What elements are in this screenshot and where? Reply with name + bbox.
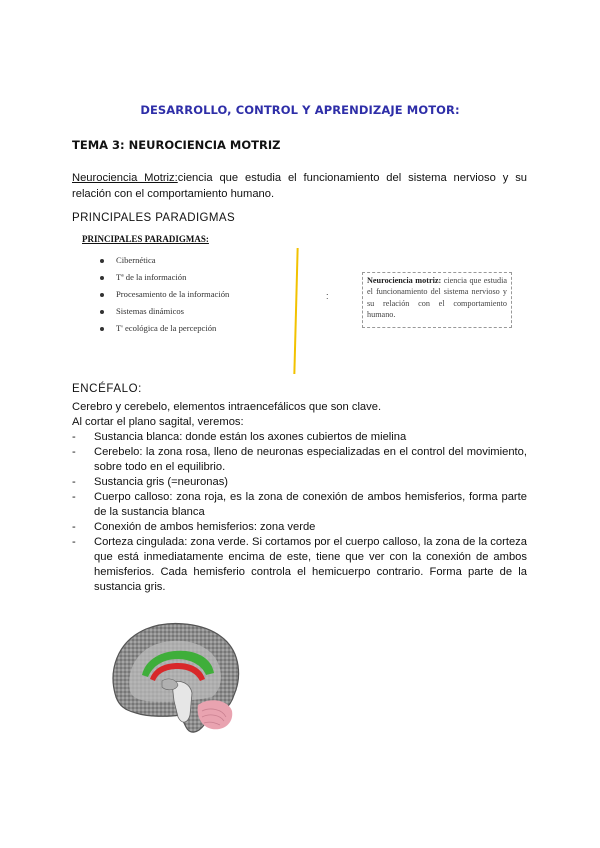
scan-title: PRINCIPALES PARADIGMAS: [82,234,209,244]
paradigm-list [100,255,229,340]
paradigm-item: Procesamiento de la información [100,289,229,306]
brain-sagittal-illustration [106,617,246,747]
list-item: - Sustancia blanca: donde están los axones cubiertos de mielina [72,430,527,445]
definition-text: ciencia que estudia el funcionamiento del sistema nervioso y su relación con el comportamiento humano. [72,172,528,200]
encefalo-line1: Cerebro y cerebelo, elementos intraencefálicos que son clave. [72,401,382,413]
paradigm-item: Sistemas dinámicos [100,306,229,323]
definition-box [362,272,512,328]
paradigm-item: Cibernética [100,255,229,272]
highlight-line [293,248,298,374]
section-title: TEMA 3: NEUROCIENCIA MOTRIZ [72,138,281,152]
box-term: Neurociencia motriz: [367,276,442,285]
encefalo-list [72,430,527,595]
definition-term: Neurociencia Motriz: [72,172,178,184]
list-item: - Corteza cingulada: zona verde. Si cortamos por el cuerpo calloso, la zona de la corteza que está inmediatamente encima de este, tiene que ver con la conexión de ambos hemisferios. Cada hemisferio controla el hemicuerpo contrario. Forma parte de la sustancia gris. [72,535,527,595]
paradigm-item: T' ecológica de la percepción [100,323,229,340]
list-item: - Sustancia gris (=neuronas) [72,475,527,490]
definition-paragraph [72,170,527,202]
list-item: - Conexión de ambos hemisferios: zona verde [72,520,527,535]
list-item: - Cuerpo calloso: zona roja, es la zona de conexión de ambos hemisferios, forma parte de la sustancia blanca [72,490,527,520]
paradigm-item: Tª de la información [100,272,229,289]
list-item: - Cerebelo: la zona rosa, lleno de neuronas especializadas en el control del movimiento, sobre todo en el equilibrio. [72,445,527,475]
box-text: ciencia que estudia el funcionamiento del sistema nervioso y su relación con el comportamiento humano. [367,276,507,319]
encefalo-line2: Al cortar el plano sagital, veremos: [72,416,244,428]
scan-colon: : [326,291,329,301]
document-title: DESARROLLO, CONTROL Y APRENDIZAJE MOTOR: [140,103,460,117]
encefalo-heading: ENCÉFALO: [72,383,142,395]
paradigms-heading: PRINCIPALES PARADIGMAS [72,212,236,224]
